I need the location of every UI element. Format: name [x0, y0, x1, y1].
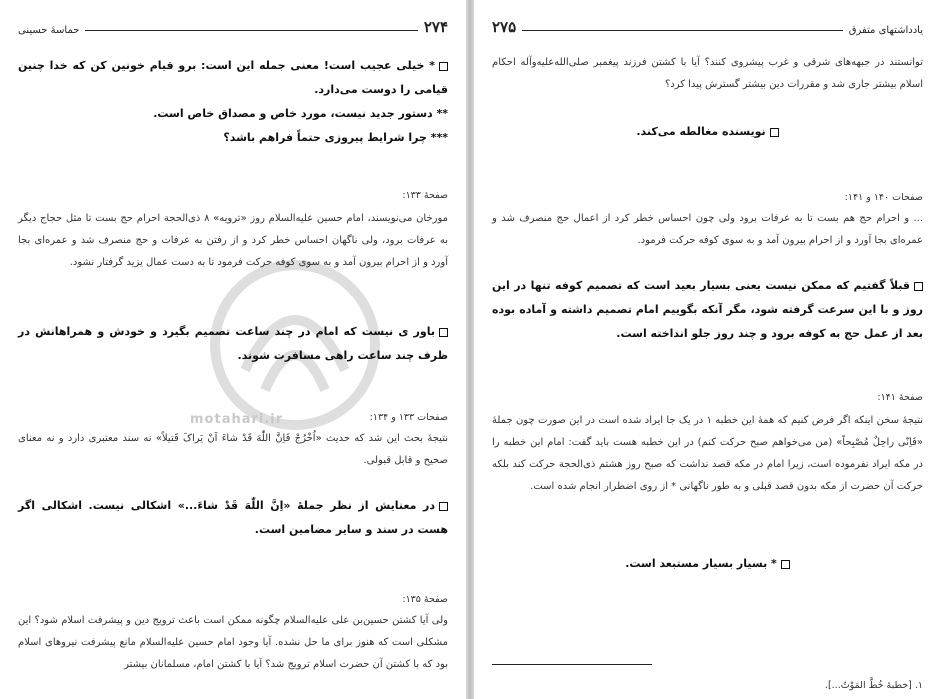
note-text: * خیلی عجیب است! معنی جمله این است: برو قیام خونین کن که خدا چنین قیامی را دوست می‌دارد.: [18, 59, 448, 96]
note-text: در معنایش از نظر جملهٔ «اِنَّ اللّٰهَ قَدْ شاءَ...» اشکالی نیست. اشکالی اگر هست در سند و سایر مضامین است.: [18, 499, 448, 536]
note-paragraph: ** دستور جدید نیست، مورد خاص و مصداق خاص است.: [153, 107, 448, 120]
page-header: [18, 14, 448, 36]
square-bullet-icon: [439, 502, 448, 511]
page-reference: صفحهٔ ۱۳۵:: [402, 594, 448, 605]
footnote-rule: [492, 664, 652, 665]
note-text: قبلاً گفتیم که ممکن نیست یعنی بسیار بعید است که تصمیم کوفه تنها در این روز و با این سرعت گرفته شود، مگر آنکه بگوییم امام تصمیم داشته و آماده بوده بعد از عمل حج به کوفه برود و چند روز جلو انداخته است.: [492, 279, 923, 340]
note-paragraph: [18, 320, 448, 368]
note-text: نویسنده مغالطه می‌کند.: [636, 125, 766, 138]
square-bullet-icon: [439, 62, 448, 71]
running-title: یادداشتهای متفرق: [848, 25, 923, 36]
right-page: [474, 0, 941, 699]
running-title: حماسهٔ حسینی: [18, 25, 80, 36]
square-bullet-icon: [914, 282, 923, 291]
note-text: باور ی نیست که امام در چند ساعت تصمیم بگیرد و خودش و همراهانش در ظرف چند ساعت راهی مسافرت شوند.: [18, 325, 448, 362]
square-bullet-icon: [439, 328, 448, 337]
note-paragraph: *** چرا شرایط پیروزی حتماً فراهم باشد؟: [223, 131, 448, 144]
note-text: * بسیار بسیار مستبعد است.: [625, 557, 777, 570]
page-reference: صفحهٔ ۱۳۳:: [402, 190, 448, 201]
note-paragraph: [18, 494, 448, 542]
note-paragraph: [492, 274, 923, 346]
square-bullet-icon: [781, 560, 790, 569]
quoted-paragraph: نتیجهٔ بحث این شد که حدیث «اُخْرُجْ فَاِنَّ اللّٰهَ قَدْ شاءَ اَنْ یَراکَ قَتیلاً» نه سند معتبری دارد و نه معنای صحیح و قابل قبولی.: [18, 433, 448, 466]
page-number: ۲۷۵: [492, 18, 517, 36]
quoted-paragraph: مورخان می‌نویسند، امام حسین عليه‌السلام روز «ترویه» ۸ ذی‌الحجة احرام حج بست تا مثل حجاج دیگر به عرفات برود، ولی ناگهان احساس خطر کرد و از رفتن به عرفات و حج منصرف شد و عمره‌ای بجا آورد و از احرام بیرون آمد و به سوی کوفه حرکت فرمود تا به دست عمال یزید گرفتار نشود.: [18, 213, 449, 268]
square-bullet-icon: [770, 128, 779, 137]
page-reference: صفحهٔ ۱۴۱:: [877, 392, 923, 403]
page-reference: صفحات ۱۳۳ و ۱۳۴:: [369, 412, 448, 423]
footnote: ۱. [خطبهٔ خُطَّ المَوْتُ...].: [824, 679, 923, 691]
header-rule: [85, 30, 417, 31]
note-paragraph: [18, 54, 448, 102]
left-page: [0, 0, 466, 699]
page-number: ۲۷۴: [423, 18, 448, 36]
quoted-paragraph: نتیجهٔ سخن اینکه اگر فرض کنیم که همهٔ این خطبه ۱ در یک جا ایراد شده است در این صورت چون جملهٔ «فَاِنّی راحِلٌ مُصْبِحاً» (من می‌خواهم صبح حرکت کنم) در این خطبه هست باید گفت: امام این خطبه را در مکه ایراد نفرموده است، زیرا امام در مکه قصد نداشت که صبح روز هشتم ذی‌الحجة حرکت کند بلکه حرکت آن حضرت از مکه بدون قصد قبلی و به طور ناگهانی * از روی اضطرار انجام شده است.: [492, 415, 924, 492]
page-header: [492, 14, 923, 36]
watermark-text: motahari.ir: [190, 412, 284, 427]
note-paragraph: [492, 120, 923, 144]
right-page-content: [492, 14, 923, 699]
book-gutter: [466, 0, 474, 699]
quoted-paragraph: توانستند در جبهه‌های شرقی و غرب پیشروی کنند؟ آیا با کشتن فرزند پیغمبر صلی‌الله‌علیه‌وآله احکام اسلام بیشتر جاری شد و مقررات دین بیشتر گسترش پیدا کرد؟: [492, 57, 923, 90]
quoted-paragraph: ولی آیا کشتن حسین‌بن علی عليه‌السلام چگونه ممکن است باعث ترویج دین و پیشرفت اسلام شود؟ این مشکلی است که هنوز برای ما حل نشده. آیا وجود امام حسین عليه‌السلام مانع پیشرفت نیروهای اسلام بود که با کشتن آن حضرت اسلام ترویج شد؟ آیا با کشتن امام، مسلمانان بیشتر: [18, 615, 448, 670]
header-rule: [522, 30, 843, 31]
quoted-paragraph: ... و احرام حج هم بست تا به عرفات برود ولی چون احساس خطر کرد از اعمال حج منصرف شد و عمره‌ای بجا آورد و از احرام بیرون آمد و به سوی کوفه حرکت فرمود.: [492, 213, 923, 246]
page-reference: صفحات ۱۴۰ و ۱۴۱:: [844, 192, 923, 203]
note-paragraph: [492, 552, 923, 576]
left-page-content: [18, 14, 448, 699]
